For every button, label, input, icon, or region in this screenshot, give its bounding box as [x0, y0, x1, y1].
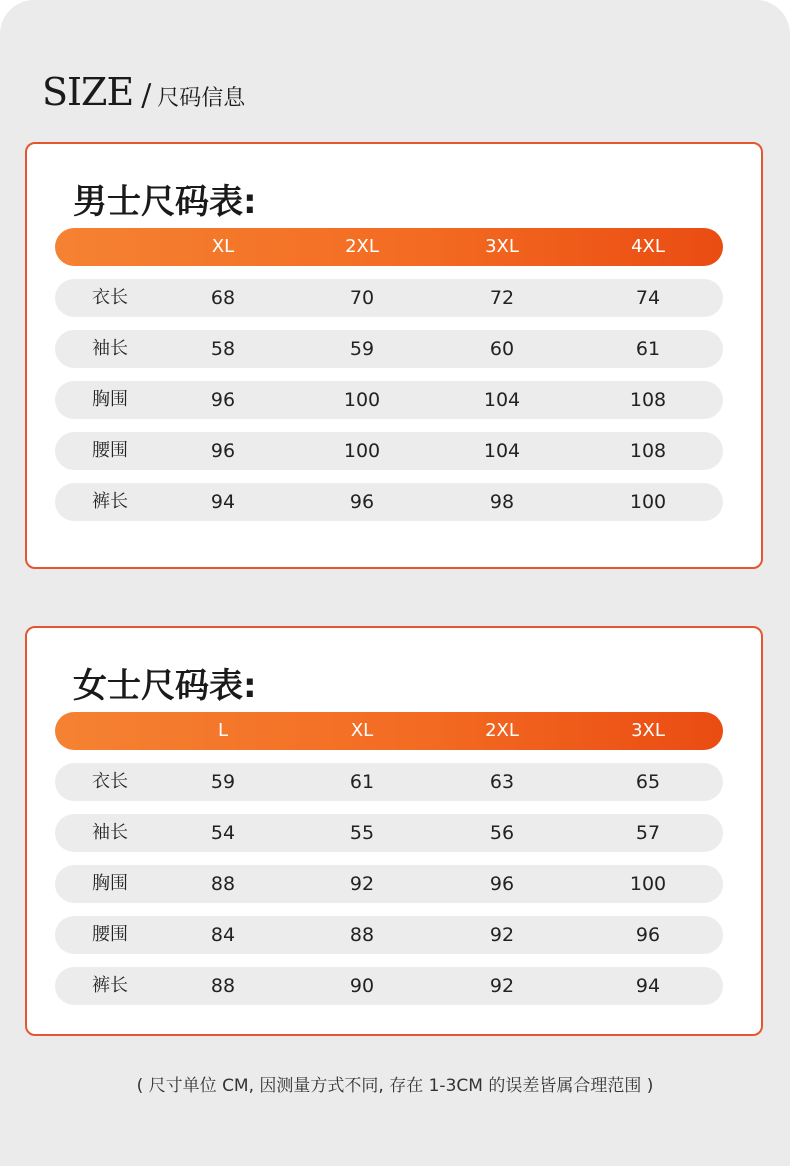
men-col-1: XL	[211, 236, 235, 257]
men-col-3: 3XL	[485, 236, 519, 257]
row-value: 108	[629, 389, 667, 411]
row-value: 98	[489, 491, 515, 513]
row-value: 60	[489, 338, 515, 360]
row-label: 袖长	[92, 822, 128, 843]
row-value: 61	[635, 338, 661, 360]
row-value: 96	[349, 491, 375, 513]
row-label: 胸围	[92, 389, 128, 410]
row-value: 56	[489, 822, 515, 844]
men-size-title: 男士尺码表:	[73, 182, 257, 222]
row-value: 108	[629, 440, 667, 462]
table-row	[55, 483, 723, 521]
women-size-title: 女士尺码表:	[73, 666, 257, 706]
table-row	[55, 381, 723, 419]
row-value: 61	[349, 771, 375, 793]
row-label: 衣长	[92, 771, 128, 792]
table-row	[55, 967, 723, 1005]
row-value: 58	[210, 338, 236, 360]
table-row	[55, 916, 723, 954]
women-col-2: XL	[350, 720, 374, 741]
row-value: 100	[343, 389, 381, 411]
women-col-3: 2XL	[485, 720, 519, 741]
row-value: 96	[635, 924, 661, 946]
row-value: 94	[210, 491, 236, 513]
row-value: 59	[349, 338, 375, 360]
row-value: 54	[210, 822, 236, 844]
row-value: 55	[349, 822, 375, 844]
measurement-note: ( 尺寸单位 CM, 因测量方式不同, 存在 1-3CM 的误差皆属合理范围 )	[136, 1076, 654, 1096]
women-col-1: L	[217, 720, 229, 741]
row-value: 88	[210, 873, 236, 895]
row-value: 57	[635, 822, 661, 844]
header-title-cn: 尺码信息	[157, 86, 246, 111]
row-value: 63	[489, 771, 515, 793]
row-value: 88	[210, 975, 236, 997]
row-value: 72	[489, 287, 515, 309]
women-header-row	[55, 712, 723, 750]
row-value: 94	[635, 975, 661, 997]
row-value: 104	[483, 440, 521, 462]
row-value: 90	[349, 975, 375, 997]
row-value: 92	[489, 924, 515, 946]
table-row	[55, 279, 723, 317]
row-value: 68	[210, 287, 236, 309]
men-col-2: 2XL	[345, 236, 379, 257]
row-value: 92	[349, 873, 375, 895]
row-value: 100	[343, 440, 381, 462]
men-size-card	[25, 142, 763, 569]
men-col-4: 4XL	[631, 236, 665, 257]
row-label: 裤长	[92, 491, 128, 512]
row-label: 衣长	[92, 287, 128, 308]
row-value: 96	[210, 440, 236, 462]
row-value: 88	[349, 924, 375, 946]
row-label: 胸围	[92, 873, 128, 894]
row-value: 96	[210, 389, 236, 411]
row-value: 59	[210, 771, 236, 793]
row-label: 裤长	[92, 975, 128, 996]
row-value: 65	[635, 771, 661, 793]
section-header	[42, 70, 245, 114]
row-value: 92	[489, 975, 515, 997]
row-value: 104	[483, 389, 521, 411]
row-value: 100	[629, 873, 667, 895]
table-row	[55, 330, 723, 368]
table-row	[55, 814, 723, 852]
row-value: 100	[629, 491, 667, 513]
header-slash: /	[141, 78, 152, 113]
table-row	[55, 865, 723, 903]
women-col-4: 3XL	[631, 720, 665, 741]
women-size-table	[55, 712, 723, 1018]
row-value: 96	[489, 873, 515, 895]
men-header-row	[55, 228, 723, 266]
men-size-table	[55, 228, 723, 534]
row-label: 腰围	[92, 924, 128, 945]
row-label: 腰围	[92, 440, 128, 461]
table-row	[55, 432, 723, 470]
header-title-en: SIZE	[42, 70, 134, 114]
row-label: 袖长	[92, 338, 128, 359]
table-row	[55, 763, 723, 801]
women-size-card	[25, 626, 763, 1036]
row-value: 74	[635, 287, 661, 309]
row-value: 70	[349, 287, 375, 309]
row-value: 84	[210, 924, 236, 946]
